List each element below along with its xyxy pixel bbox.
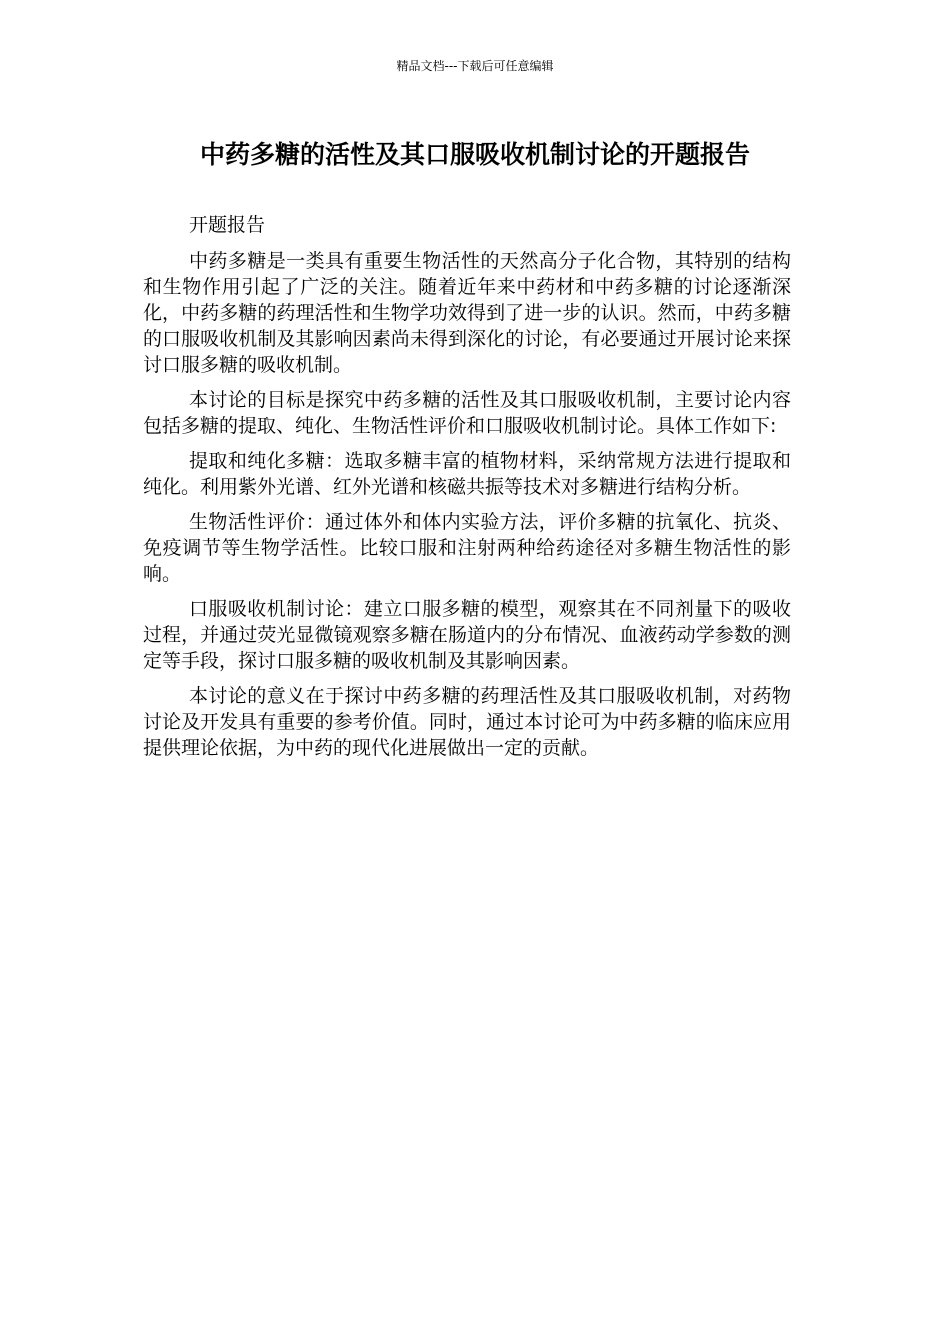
document-body xyxy=(143,212,791,770)
paragraph-extraction: 提取和纯化多糖：选取多糖丰富的植物材料，采纳常规方法进行提取和纯化。利用紫外光谱、红外光谱和核磁共振等技术对多糖进行结构分析。 xyxy=(143,450,791,498)
document-title: 中药多糖的活性及其口服吸收机制讨论的开题报告 xyxy=(199,140,750,169)
paragraph-absorption: 口服吸收机制讨论：建立口服多糖的模型，观察其在不同剂量下的吸收过程，并通过荧光显微镜观察多糖在肠道内的分布情况、血液药动学参数的测定等手段，探讨口服多糖的吸收机制及其影响因素。 xyxy=(143,598,791,672)
section-heading: 开题报告 xyxy=(189,214,266,236)
paragraph-significance: 本讨论的意义在于探讨中药多糖的药理活性及其口服吸收机制，对药物讨论及开发具有重要的参考价值。同时，通过本讨论可为中药多糖的临床应用提供理论依据，为中药的现代化进展做出一定的贡献。 xyxy=(143,685,791,759)
header-note: 精品文档---下载后可任意编辑 xyxy=(396,59,554,73)
paragraph-intro: 中药多糖是一类具有重要生物活性的天然高分子化合物，其特别的结构和生物作用引起了广泛的关注。随着近年来中药材和中药多糖的讨论逐渐深化，中药多糖的药理活性和生物学功效得到了进一步的认识。然而，中药多糖的口服吸收机制及其影响因素尚未得到深化的讨论，有必要通过开展讨论来探讨口服多糖的吸收机制。 xyxy=(143,250,791,376)
paragraph-bioactivity: 生物活性评价：通过体外和体内实验方法，评价多糖的抗氧化、抗炎、免疫调节等生物学活性。比较口服和注射两种给药途径对多糖生物活性的影响。 xyxy=(143,511,791,585)
paragraph-objectives: 本讨论的目标是探究中药多糖的活性及其口服吸收机制，主要讨论内容包括多糖的提取、纯化、生物活性评价和口服吸收机制讨论。具体工作如下: xyxy=(143,389,791,437)
